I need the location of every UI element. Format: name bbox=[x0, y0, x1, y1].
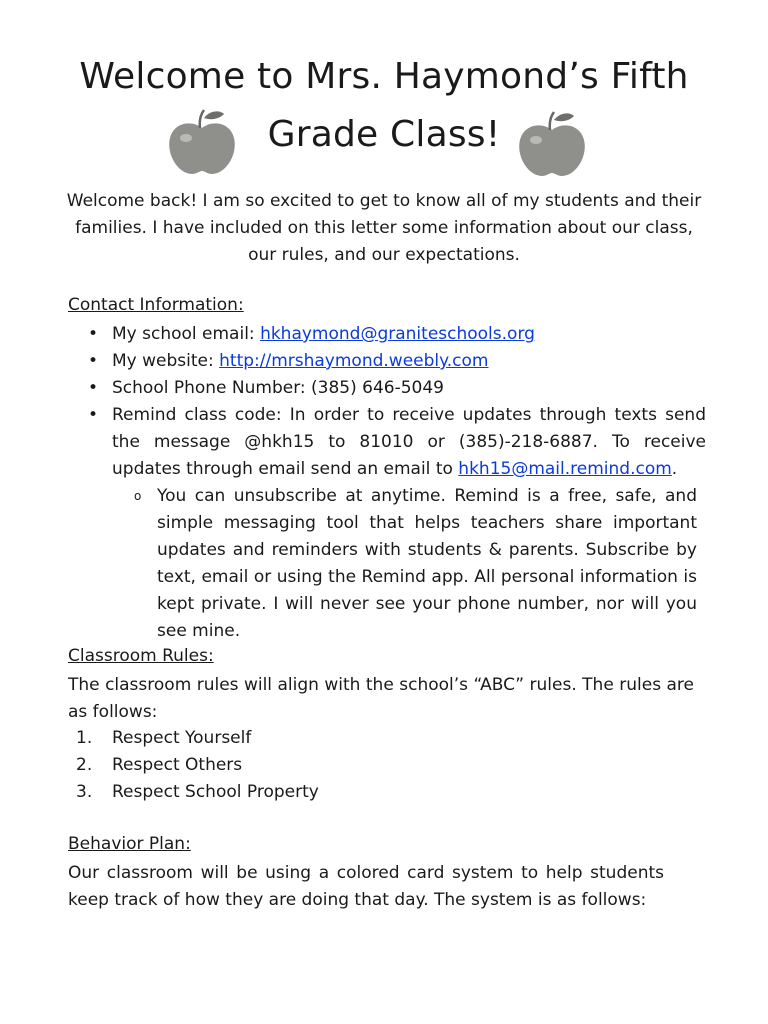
rules-heading-text: Classroom Rules bbox=[68, 646, 208, 666]
rules-heading bbox=[68, 646, 214, 666]
contact-list bbox=[86, 321, 706, 645]
email-link[interactable]: hkhaymond@graniteschools.org bbox=[260, 324, 535, 344]
bullet-icon: • bbox=[88, 405, 99, 425]
behavior-heading bbox=[68, 834, 191, 854]
remind-sublist bbox=[112, 483, 706, 645]
remind-end: . bbox=[671, 459, 678, 479]
sub-bullet-icon: o bbox=[134, 489, 142, 503]
apple-icon bbox=[162, 104, 242, 180]
bullet-icon: • bbox=[88, 378, 99, 398]
rule-number: 2. bbox=[76, 755, 93, 775]
phone-text: School Phone Number: (385) 646-5049 bbox=[112, 378, 444, 398]
behavior-heading-colon: : bbox=[185, 834, 191, 854]
intro-paragraph: Welcome back! I am so excited to get to know all of my students and their families. I have included on this letter some information about our class, our rules, and our expectations. bbox=[66, 191, 702, 265]
rule-text: Respect Others bbox=[112, 755, 243, 775]
rule-text: Respect Yourself bbox=[112, 728, 252, 748]
list-item bbox=[86, 375, 706, 402]
behavior-paragraph: Our classroom will be using a colored card system to help students keep track of how they are doing that day. The system is as follows: bbox=[68, 863, 664, 910]
remind-sub-text: You can unsubscribe at anytime. Remind is a free, safe, and simple messaging tool that helps teachers share important updates and reminders with students & parents. Subscribe by text, email or using the Remind app. All personal information is kept private. I will never see your phone number, nor will you see mine. bbox=[157, 486, 697, 641]
rules-paragraph: The classroom rules will align with the school’s “ABC” rules. The rules are as follows: bbox=[68, 675, 694, 722]
remind-text: Remind class code: In order to receive updates through texts send the message @hkh15 to 81010 or (385)-218-6887. To receive updates through email send an email to bbox=[112, 405, 706, 479]
rules-list bbox=[76, 725, 319, 806]
contact-heading bbox=[68, 295, 244, 315]
list-item bbox=[112, 483, 697, 645]
list-item bbox=[76, 752, 319, 779]
remind-email-link[interactable]: hkh15@mail.remind.com bbox=[458, 459, 672, 479]
rule-number: 1. bbox=[76, 728, 93, 748]
list-item bbox=[76, 779, 319, 806]
website-label: My website: bbox=[112, 351, 220, 371]
rules-heading-colon: : bbox=[207, 646, 214, 666]
list-item bbox=[86, 321, 706, 348]
list-item bbox=[86, 348, 706, 375]
list-item bbox=[86, 402, 706, 645]
rule-number: 3. bbox=[76, 782, 93, 802]
contact-heading-text: Contact Information bbox=[68, 295, 238, 315]
apple-icon bbox=[512, 106, 592, 182]
rule-text: Respect School Property bbox=[112, 782, 319, 802]
email-label: My school email: bbox=[112, 324, 261, 344]
list-item bbox=[76, 725, 319, 752]
bullet-icon: • bbox=[88, 324, 99, 344]
page-title: Welcome to Mrs. Haymond’s Fifth Grade Class! bbox=[79, 56, 689, 155]
behavior-heading-text: Behavior Plan bbox=[68, 834, 186, 854]
bullet-icon: • bbox=[88, 351, 99, 371]
contact-heading-colon: : bbox=[237, 295, 244, 315]
website-link[interactable]: http://mrshaymond.weebly.com bbox=[219, 351, 489, 371]
